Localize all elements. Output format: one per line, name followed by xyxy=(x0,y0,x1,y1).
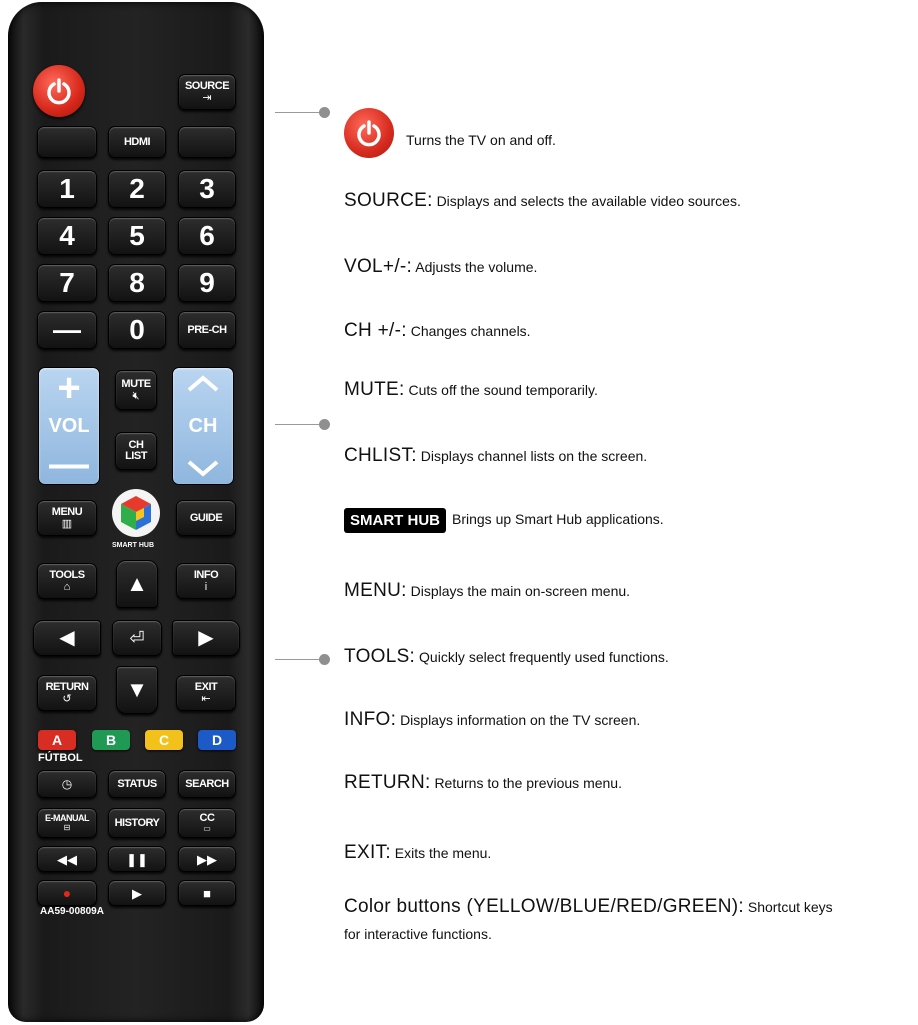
prech-label: PRE-CH xyxy=(187,323,227,336)
vol-key: VOL+/-: xyxy=(344,256,413,277)
mute-text: Cuts off the sound temporarily. xyxy=(408,382,598,398)
clock-icon: ◷ xyxy=(61,777,73,791)
smart-hub-button[interactable] xyxy=(111,488,161,538)
tools-label: TOOLS xyxy=(49,568,85,581)
chlist-label-line1: CH xyxy=(128,439,144,451)
cc-button[interactable] xyxy=(178,808,236,838)
chlist-key: CHLIST: xyxy=(344,445,417,466)
exit-key: EXIT: xyxy=(344,842,391,863)
color-c-label: C xyxy=(158,732,170,748)
number-button-4[interactable] xyxy=(37,217,97,255)
fast-forward-button[interactable] xyxy=(178,846,236,872)
smart-hub-caption: SMART HUB xyxy=(112,542,154,549)
left-button[interactable] xyxy=(33,620,101,656)
cc-icon: ▭ xyxy=(203,824,211,833)
dash-label: — xyxy=(53,314,81,345)
search-label: SEARCH xyxy=(185,777,229,790)
mute-button[interactable] xyxy=(115,370,157,410)
return-text: Returns to the previous menu. xyxy=(434,775,622,791)
connector-line xyxy=(275,424,323,425)
color-b-label: B xyxy=(105,732,117,748)
number-button-8[interactable] xyxy=(108,264,166,302)
hdmi-button[interactable] xyxy=(108,126,166,158)
info-icon: i xyxy=(204,580,208,593)
number-button-3[interactable] xyxy=(178,170,236,208)
smarthub-description xyxy=(344,508,664,533)
green-b-button[interactable] xyxy=(92,730,130,750)
enter-button[interactable] xyxy=(112,620,162,656)
power-description-text: Turns the TV on and off. xyxy=(406,132,556,148)
status-label: STATUS xyxy=(117,777,157,790)
source-description xyxy=(344,190,741,212)
number-label: 6 xyxy=(199,220,215,251)
color-text: Shortcut keys xyxy=(747,899,833,915)
number-button-5[interactable] xyxy=(108,217,166,255)
vol-text: Adjusts the volume. xyxy=(415,259,538,275)
info-text: Displays information on the TV screen. xyxy=(400,712,641,728)
power-legend-icon xyxy=(344,108,394,158)
info-label: INFO xyxy=(193,568,219,581)
menu-description xyxy=(344,580,630,602)
mute-label: MUTE xyxy=(121,377,151,390)
history-label: HISTORY xyxy=(114,816,160,829)
number-button-2[interactable] xyxy=(108,170,166,208)
connector-dot xyxy=(319,654,330,665)
return-description xyxy=(344,772,622,794)
power-icon xyxy=(354,118,384,148)
number-label: 2 xyxy=(129,173,145,204)
hdmi-label: HDMI xyxy=(123,135,151,148)
number-label: 3 xyxy=(199,173,215,204)
record-icon: ● xyxy=(62,885,72,901)
volume-rocker[interactable] xyxy=(38,367,100,485)
play-button[interactable] xyxy=(108,880,166,906)
source-label: SOURCE xyxy=(184,79,230,92)
tools-icon: ⌂ xyxy=(63,580,71,593)
stop-button[interactable] xyxy=(178,880,236,906)
number-button-0[interactable] xyxy=(108,311,166,349)
power-description xyxy=(406,132,556,148)
info-key: INFO: xyxy=(344,709,397,730)
tools-text: Quickly select frequently used functions. xyxy=(419,649,669,665)
tools-description xyxy=(344,646,669,668)
blue-d-button[interactable] xyxy=(198,730,236,750)
volume-up-label: + xyxy=(57,366,81,410)
exit-text: Exits the menu. xyxy=(394,845,492,861)
number-button-9[interactable] xyxy=(178,264,236,302)
return-icon: ↺ xyxy=(62,692,72,705)
number-button-6[interactable] xyxy=(178,217,236,255)
pause-button[interactable] xyxy=(108,846,166,872)
sleep-button[interactable] xyxy=(37,770,97,798)
tools-key: TOOLS: xyxy=(344,646,416,667)
arrow-up-icon: ▲ xyxy=(126,571,148,596)
volume-down-label: — xyxy=(49,442,89,486)
menu-text: Displays the main on-screen menu. xyxy=(410,583,631,599)
source-key: SOURCE: xyxy=(344,190,433,211)
number-label: 1 xyxy=(59,173,75,204)
history-button[interactable] xyxy=(108,808,166,838)
chevron-down-icon xyxy=(185,458,221,478)
speaker-mute-icon: 🔇︎ xyxy=(132,389,140,402)
power-button[interactable] xyxy=(33,65,85,117)
chlist-text: Displays channel lists on the screen. xyxy=(420,448,648,464)
futbol-label: FÚTBOL xyxy=(38,752,83,764)
guide-button[interactable] xyxy=(176,500,236,536)
dash-button[interactable] xyxy=(37,311,97,349)
color-description xyxy=(344,896,833,918)
channel-rocker[interactable] xyxy=(172,367,234,485)
color-description-line2 xyxy=(344,926,492,942)
menu-key: MENU: xyxy=(344,580,407,601)
number-label: 8 xyxy=(129,267,145,298)
return-label: RETURN xyxy=(45,680,89,693)
enter-icon: ⏎ xyxy=(129,628,145,648)
guide-label: GUIDE xyxy=(189,511,223,524)
menu-button[interactable] xyxy=(37,500,97,536)
chevron-up-icon xyxy=(185,374,221,394)
model-number: AA59-00809A xyxy=(40,906,104,917)
number-label: 9 xyxy=(199,267,215,298)
cc-label: CC xyxy=(199,812,215,824)
mute-description xyxy=(344,379,598,401)
power-icon xyxy=(44,76,74,106)
play-icon: ▶ xyxy=(132,885,142,901)
exit-button[interactable] xyxy=(176,675,236,711)
smarthub-text: Brings up Smart Hub applications. xyxy=(452,511,664,528)
record-button[interactable] xyxy=(37,880,97,906)
arrow-right-icon: ▶ xyxy=(198,627,214,649)
connector-line xyxy=(275,112,323,113)
arrow-left-icon: ◀ xyxy=(59,627,75,649)
number-label: 4 xyxy=(59,220,75,251)
source-icon: ⇥ xyxy=(202,91,212,104)
red-a-button[interactable] xyxy=(38,730,76,750)
blank-button-left[interactable] xyxy=(37,126,97,158)
chlist-button[interactable] xyxy=(115,432,157,470)
source-text: Displays and selects the available video sources. xyxy=(436,193,741,209)
number-label: 5 xyxy=(129,220,145,251)
up-button[interactable] xyxy=(116,560,158,608)
prech-button[interactable] xyxy=(178,311,236,349)
right-button[interactable] xyxy=(172,620,240,656)
return-button[interactable] xyxy=(37,675,97,711)
vol-description xyxy=(344,256,537,278)
number-label: 7 xyxy=(59,267,75,298)
connector-dot xyxy=(319,419,330,430)
chlist-label-line2: LIST xyxy=(125,450,147,462)
emanual-button[interactable] xyxy=(37,808,97,838)
pause-icon: ❚❚ xyxy=(126,851,148,867)
tools-button[interactable] xyxy=(37,563,97,599)
smarthub-badge: SMART HUB xyxy=(344,508,446,533)
blank-button-right[interactable] xyxy=(178,126,236,158)
rewind-button[interactable] xyxy=(37,846,97,872)
number-label: 0 xyxy=(129,314,145,345)
fast-forward-icon: ▶▶ xyxy=(197,851,217,867)
exit-description xyxy=(344,842,491,864)
yellow-c-button[interactable] xyxy=(145,730,183,750)
source-button[interactable] xyxy=(178,74,236,110)
menu-grid-icon: ▥ xyxy=(61,517,73,530)
number-button-1[interactable] xyxy=(37,170,97,208)
ch-key: CH +/-: xyxy=(344,320,407,341)
mute-key: MUTE: xyxy=(344,379,405,400)
color-key: Color buttons (YELLOW/BLUE/RED/GREEN): xyxy=(344,896,744,917)
color-d-label: D xyxy=(211,732,223,748)
emanual-label: E-MANUAL xyxy=(45,813,89,823)
down-button[interactable] xyxy=(116,666,158,714)
exit-icon: ⇤ xyxy=(201,692,211,705)
number-button-7[interactable] xyxy=(37,264,97,302)
exit-label: EXIT xyxy=(194,680,218,693)
ch-text: Changes channels. xyxy=(410,323,531,339)
menu-label: MENU xyxy=(51,505,83,518)
connector-line xyxy=(275,659,323,660)
rewind-icon: ◀◀ xyxy=(57,851,77,867)
status-button[interactable] xyxy=(108,770,166,798)
color-text-line2: for interactive functions. xyxy=(344,926,492,942)
volume-label: VOL xyxy=(48,414,90,437)
return-key: RETURN: xyxy=(344,772,431,793)
connector-dot xyxy=(319,107,330,118)
arrow-down-icon: ▼ xyxy=(126,677,148,702)
stop-icon: ■ xyxy=(203,885,211,901)
ch-description xyxy=(344,320,531,342)
search-button[interactable] xyxy=(178,770,236,798)
info-description xyxy=(344,709,640,731)
info-button[interactable] xyxy=(176,563,236,599)
channel-label: CH xyxy=(188,414,218,437)
chlist-description xyxy=(344,445,647,467)
book-icon: ⊟ xyxy=(63,823,71,832)
color-a-label: A xyxy=(51,732,63,748)
